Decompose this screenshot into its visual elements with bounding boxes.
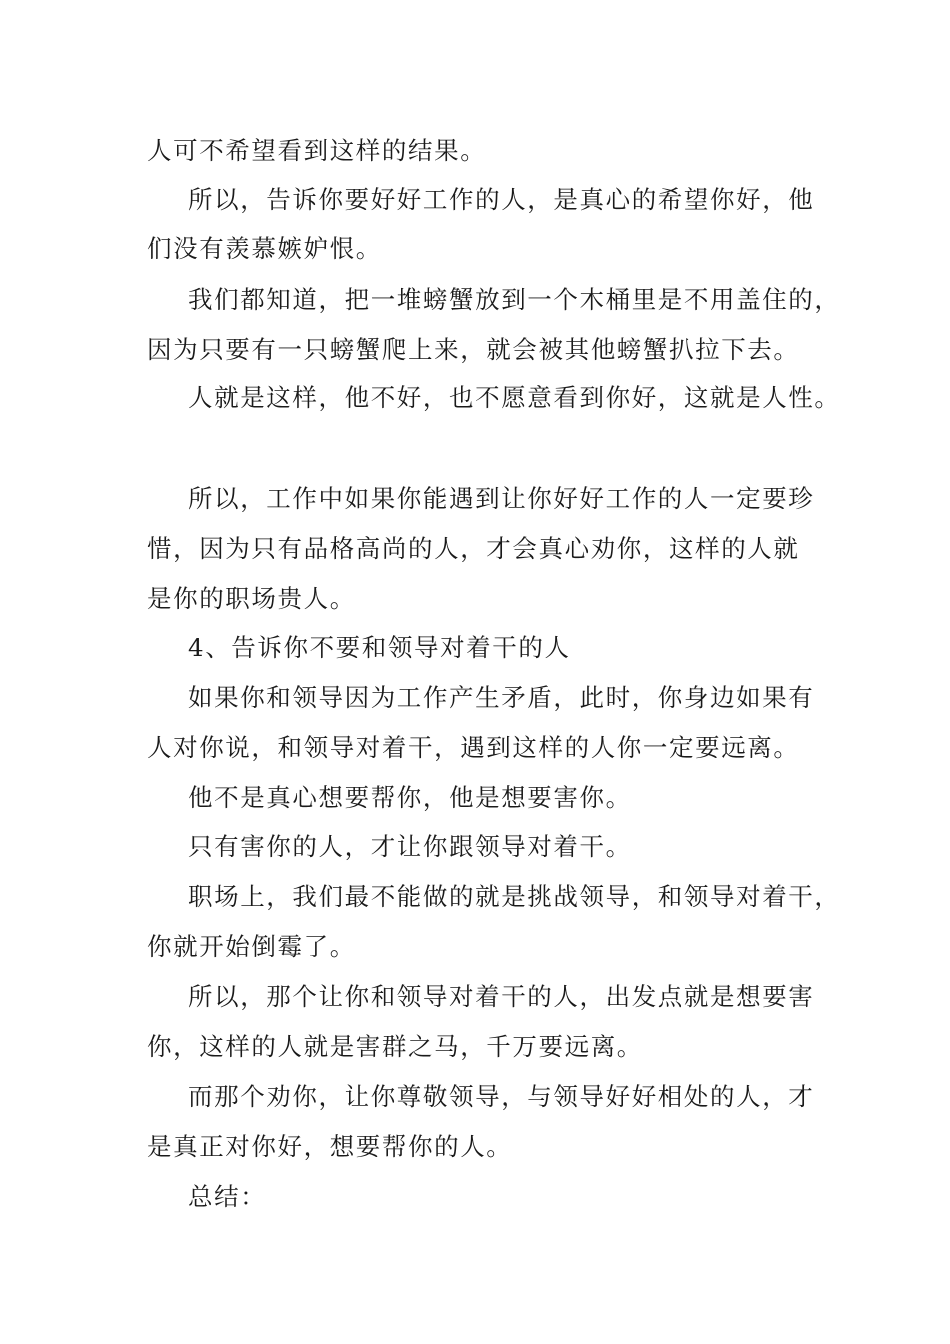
text-line: 人可不希望看到这样的结果。 [147,136,487,165]
summary-heading: 总结： [188,1182,267,1211]
text-line: 是你的职场贵人。 [147,584,356,613]
text-line: 惜，因为只有品格高尚的人，才会真心劝你，这样的人就 [147,534,800,563]
text-line: 他不是真心想要帮你，他是想要害你。 [188,783,632,812]
text-line: 你就开始倒霉了。 [147,932,356,961]
text-line: 如果你和领导因为工作产生矛盾，此时，你身边如果有 [188,683,815,712]
text-line: 所以，工作中如果你能遇到让你好好工作的人一定要珍 [188,484,815,513]
text-line: 只有害你的人，才让你跟领导对着干。 [188,832,632,861]
text-line: 你，这样的人就是害群之马，千万要远离。 [147,1032,643,1061]
text-line: 们没有羡慕嫉妒恨。 [147,234,382,263]
text-line: 职场上，我们最不能做的就是挑战领导，和领导对着干， [188,882,841,911]
text-line: 人对你说，和领导对着干，遇到这样的人你一定要远离。 [147,733,800,762]
text-line: 而那个劝你，让你尊敬领导，与领导好好相处的人，才 [188,1082,815,1111]
section-heading: 4、告诉你不要和领导对着干的人 [188,633,571,662]
text-line: 我们都知道，把一堆螃蟹放到一个木桶里是不用盖住的， [188,285,841,314]
text-line: 是真正对你好，想要帮你的人。 [147,1132,513,1161]
text-line: 所以，告诉你要好好工作的人，是真心的希望你好，他 [188,185,815,214]
text-line: 因为只要有一只螃蟹爬上来，就会被其他螃蟹扒拉下去。 [147,335,800,364]
text-line: 人就是这样，他不好，也不愿意看到你好，这就是人性。 [188,383,841,412]
text-line: 所以，那个让你和领导对着干的人，出发点就是想要害 [188,982,815,1011]
